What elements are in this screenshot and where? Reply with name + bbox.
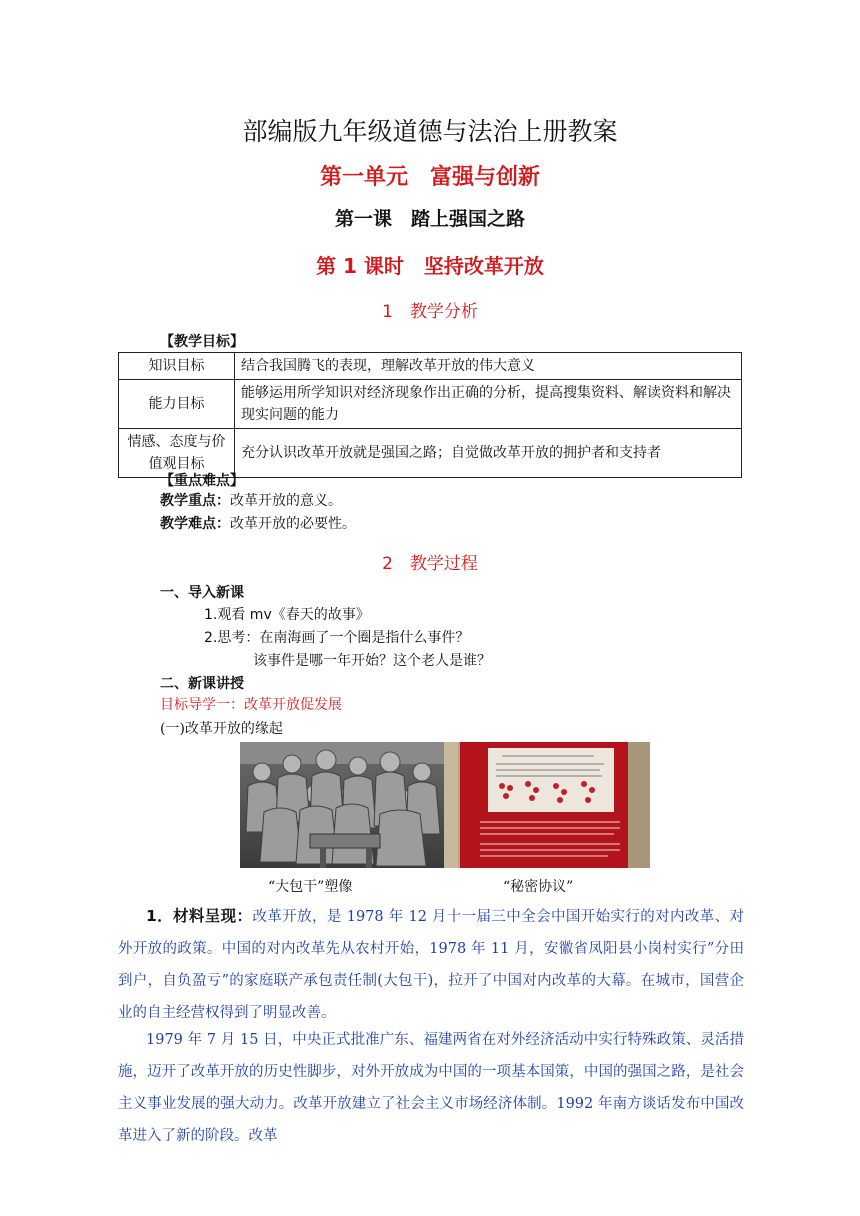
difficulty-label: 教学难点：	[160, 516, 230, 532]
intro-item-2: 2.思考：在南海画了一个圈是指什么事件？	[204, 630, 470, 646]
section-heading-analysis: 1 教学分析	[382, 302, 478, 322]
unit-title: 第一单元 富强与创新	[319, 165, 540, 190]
sculpture-photo	[240, 742, 444, 868]
goal-value: 能够运用所学知识对经济现象作出正确的分析，提高搜集资料、解读资料和解决现实问题的能力	[235, 380, 742, 429]
material-paragraph-1	[118, 900, 744, 1029]
goal-key: 能力目标	[119, 380, 235, 429]
teaching-focus	[160, 490, 342, 512]
table-row	[119, 380, 742, 429]
section-heading-process: 2 教学过程	[382, 554, 478, 574]
focus-label: 教学重点：	[160, 493, 230, 509]
goals-table	[118, 352, 742, 478]
difficulty-text: 改革开放的必要性。	[230, 516, 356, 532]
material-paragraph-2: 1979 年 7 月 15 日，中央正式批准广东、福建两省在对外经济活动中实行特殊政策、灵活措施，迈开了改革开放的历史性脚步，对外开放成为中国的一项基本国策，中国的强国之路，是社会主义事业发展的强大动力。改革开放建立了社会主义市场经济体制。1992 年南方谈话发布中国改革进入了新的阶段。改革	[118, 1032, 744, 1144]
goal-key: 知识目标	[119, 353, 235, 380]
subsection-origin: (一)改革开放的缘起	[160, 721, 283, 737]
focus-text: 改革开放的意义。	[230, 493, 342, 509]
goal-key: 情感、态度与价值观目标	[119, 429, 235, 478]
intro-item-3: 该事件是哪一年开始？这个老人是谁？	[253, 653, 491, 669]
secret-agreement-photo	[444, 742, 650, 868]
goals-label: 【教学目标】	[160, 334, 244, 350]
goal-guide-1: 目标导学一：改革开放促发展	[160, 697, 342, 713]
agreement-caption: “秘密协议”	[503, 879, 574, 895]
sculpture-caption: “大包干”塑像	[268, 879, 353, 895]
lesson-title: 第一课 踏上强国之路	[334, 208, 525, 230]
keypoints-label: 【重点难点】	[160, 473, 244, 489]
goal-value: 充分认识改革开放就是强国之路；自觉做改革开放的拥护者和支持者	[235, 429, 742, 478]
table-row	[119, 353, 742, 380]
intro-item-1: 1.观看 mv《春天的故事》	[204, 607, 370, 623]
intro-heading: 一、导入新课	[160, 585, 244, 601]
teaching-difficulty	[160, 513, 356, 535]
document-title: 部编版九年级道德与法治上册教案	[242, 117, 618, 146]
material-label: 1．材料呈现：	[146, 907, 253, 925]
new-lesson-heading: 二、新课讲授	[160, 676, 244, 692]
goal-value: 结合我国腾飞的表现，理解改革开放的伟大意义	[235, 353, 742, 380]
material-text-1: 改革开放，是 1978 年 12 月十一届三中全会中国开始实行的对内改革、对外开放的政策。中国的对内改革先从农村开始，1978 年 11 月，安徽省凤阳县小岗村实行”分田到户，自负盈亏”的家庭联产承包责任制(大包干)，拉开了中国对内改革的大幕。在城市，国营企业的自主经营权得到了明显改善。	[118, 909, 744, 1021]
period-title: 第 1 课时 坚持改革开放	[316, 254, 544, 278]
